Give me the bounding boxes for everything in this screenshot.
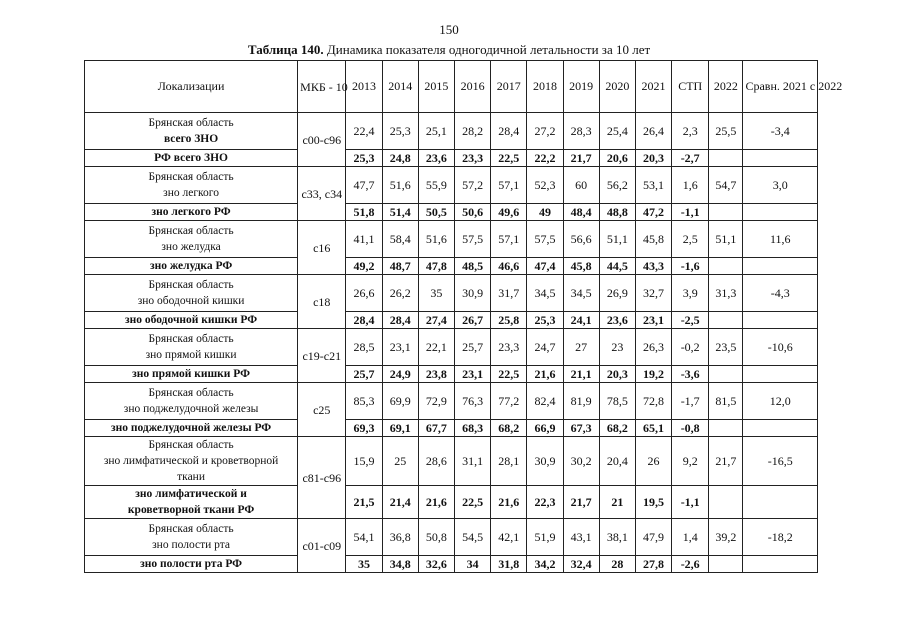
rf-row bbox=[85, 204, 818, 221]
empty-cell bbox=[709, 312, 743, 329]
rf-value: 65,1 bbox=[635, 420, 671, 437]
header-stp: СТП bbox=[672, 61, 709, 113]
header-localization: Локализации bbox=[85, 61, 298, 113]
rf-value: 44,5 bbox=[599, 258, 635, 275]
rf-value: 28,4 bbox=[382, 312, 418, 329]
empty-cell bbox=[743, 366, 818, 383]
region-value: 23,3 bbox=[491, 329, 527, 366]
region-value: 72,8 bbox=[635, 383, 671, 420]
rf-value: 68,3 bbox=[454, 420, 490, 437]
rf-value: 21,6 bbox=[491, 486, 527, 519]
region-name bbox=[85, 329, 298, 366]
rf-stp-value: -2,6 bbox=[672, 556, 709, 573]
rf-value: 51,8 bbox=[346, 204, 382, 221]
region-value: 51,6 bbox=[418, 221, 454, 258]
rf-name-line1: зно полости рта РФ bbox=[140, 558, 243, 570]
region-value: 41,1 bbox=[346, 221, 382, 258]
region-name-line2: зно полости рта bbox=[152, 539, 231, 551]
rf-row bbox=[85, 556, 818, 573]
rf-value: 20,6 bbox=[599, 150, 635, 167]
empty-cell bbox=[709, 486, 743, 519]
region-value: 31,3 bbox=[709, 275, 743, 312]
region-value: 26,2 bbox=[382, 275, 418, 312]
comparison-value: -3,4 bbox=[743, 113, 818, 150]
region-row bbox=[85, 437, 818, 486]
header-year: 2022 bbox=[709, 61, 743, 113]
rf-value: 34 bbox=[454, 556, 490, 573]
region-row bbox=[85, 113, 818, 150]
region-value: 47,7 bbox=[346, 167, 382, 204]
icd-code: с00-с96 bbox=[298, 113, 346, 167]
region-value: 28,3 bbox=[563, 113, 599, 150]
empty-cell bbox=[743, 204, 818, 221]
empty-cell bbox=[743, 312, 818, 329]
rf-name-line1: РФ всего ЗНО bbox=[154, 152, 228, 164]
region-name bbox=[85, 519, 298, 556]
rf-value: 23,1 bbox=[454, 366, 490, 383]
region-stp-value: 3,9 bbox=[672, 275, 709, 312]
rf-value: 26,7 bbox=[454, 312, 490, 329]
rf-value: 21,1 bbox=[563, 366, 599, 383]
header-year: 2016 bbox=[454, 61, 490, 113]
caption-label: Таблица 140. bbox=[247, 42, 324, 57]
region-name bbox=[85, 113, 298, 150]
region-value: 28,1 bbox=[491, 437, 527, 486]
rf-value: 24,9 bbox=[382, 366, 418, 383]
empty-cell bbox=[709, 258, 743, 275]
region-value: 77,2 bbox=[491, 383, 527, 420]
rf-stp-value: -3,6 bbox=[672, 366, 709, 383]
region-value: 35 bbox=[418, 275, 454, 312]
icd-code: с19-с21 bbox=[298, 329, 346, 383]
region-value: 25,5 bbox=[709, 113, 743, 150]
empty-cell bbox=[709, 150, 743, 167]
rf-value: 21,5 bbox=[346, 486, 382, 519]
region-value: 27 bbox=[563, 329, 599, 366]
rf-row bbox=[85, 486, 818, 519]
region-value: 27,2 bbox=[527, 113, 563, 150]
header-year: 2015 bbox=[418, 61, 454, 113]
rf-value: 32,4 bbox=[563, 556, 599, 573]
icd-code: с81-с96 bbox=[298, 437, 346, 519]
rf-name bbox=[85, 366, 298, 383]
rf-value: 47,8 bbox=[418, 258, 454, 275]
rf-value: 50,6 bbox=[454, 204, 490, 221]
region-value: 57,5 bbox=[527, 221, 563, 258]
region-stp-value: 1,6 bbox=[672, 167, 709, 204]
rf-value: 27,4 bbox=[418, 312, 454, 329]
rf-value: 25,3 bbox=[346, 150, 382, 167]
rf-value: 46,6 bbox=[491, 258, 527, 275]
region-value: 24,7 bbox=[527, 329, 563, 366]
rf-name bbox=[85, 420, 298, 437]
region-name-line2: зно ободочной кишки bbox=[137, 295, 245, 307]
region-value: 30,9 bbox=[527, 437, 563, 486]
region-value: 23,5 bbox=[709, 329, 743, 366]
comparison-value: 3,0 bbox=[743, 167, 818, 204]
lethality-table bbox=[84, 60, 843, 573]
empty-cell bbox=[709, 556, 743, 573]
region-value: 26,3 bbox=[635, 329, 671, 366]
icd-code: с18 bbox=[298, 275, 346, 329]
rf-value: 24,8 bbox=[382, 150, 418, 167]
header-year: 2020 bbox=[599, 61, 635, 113]
region-value: 15,9 bbox=[346, 437, 382, 486]
region-value: 42,1 bbox=[491, 519, 527, 556]
region-row bbox=[85, 519, 818, 556]
rf-name bbox=[85, 258, 298, 275]
rf-name bbox=[85, 486, 298, 519]
rf-value: 23,6 bbox=[418, 150, 454, 167]
region-value: 51,1 bbox=[599, 221, 635, 258]
rf-value: 24,1 bbox=[563, 312, 599, 329]
comparison-value: -16,5 bbox=[743, 437, 818, 486]
rf-value: 47,2 bbox=[635, 204, 671, 221]
rf-value: 19,2 bbox=[635, 366, 671, 383]
region-stp-value: -1,7 bbox=[672, 383, 709, 420]
region-name-line3: ткани bbox=[177, 471, 205, 483]
rf-value: 22,2 bbox=[527, 150, 563, 167]
region-name bbox=[85, 275, 298, 312]
region-row bbox=[85, 329, 818, 366]
header-year: 2013 bbox=[346, 61, 382, 113]
region-value: 45,8 bbox=[635, 221, 671, 258]
region-row bbox=[85, 383, 818, 420]
region-value: 25 bbox=[382, 437, 418, 486]
region-name bbox=[85, 167, 298, 204]
region-value: 22,1 bbox=[418, 329, 454, 366]
region-name-line1: Брянская область bbox=[148, 523, 234, 535]
region-name-line2: зно прямой кишки bbox=[145, 349, 237, 361]
rf-row bbox=[85, 420, 818, 437]
comparison-value: 11,6 bbox=[743, 221, 818, 258]
region-value: 54,1 bbox=[346, 519, 382, 556]
region-value: 26,4 bbox=[635, 113, 671, 150]
rf-value: 32,6 bbox=[418, 556, 454, 573]
region-value: 81,5 bbox=[709, 383, 743, 420]
rf-value: 21,7 bbox=[563, 150, 599, 167]
region-name-line1: Брянская область bbox=[148, 333, 234, 345]
region-value: 36,8 bbox=[382, 519, 418, 556]
rf-value: 47,4 bbox=[527, 258, 563, 275]
rf-value: 20,3 bbox=[599, 366, 635, 383]
region-value: 51,1 bbox=[709, 221, 743, 258]
comparison-value: 12,0 bbox=[743, 383, 818, 420]
region-value: 51,9 bbox=[527, 519, 563, 556]
region-value: 26,6 bbox=[346, 275, 382, 312]
rf-value: 21,6 bbox=[418, 486, 454, 519]
region-value: 52,3 bbox=[527, 167, 563, 204]
rf-name-line1: зно ободочной кишки РФ bbox=[125, 314, 258, 326]
rf-value: 50,5 bbox=[418, 204, 454, 221]
rf-name bbox=[85, 556, 298, 573]
empty-cell bbox=[709, 366, 743, 383]
empty-cell bbox=[743, 486, 818, 519]
rf-value: 23,3 bbox=[454, 150, 490, 167]
rf-value: 28,4 bbox=[346, 312, 382, 329]
header-year: 2019 bbox=[563, 61, 599, 113]
region-value: 60 bbox=[563, 167, 599, 204]
rf-value: 67,3 bbox=[563, 420, 599, 437]
rf-stp-value: -2,7 bbox=[672, 150, 709, 167]
comparison-value: -4,3 bbox=[743, 275, 818, 312]
region-name-line1: Брянская область bbox=[148, 117, 234, 129]
region-name-line2: зно лимфатической и кроветворной bbox=[103, 455, 279, 467]
region-value: 25,4 bbox=[599, 113, 635, 150]
rf-value: 49,2 bbox=[346, 258, 382, 275]
region-name-line1: Брянская область bbox=[148, 225, 234, 237]
table-caption bbox=[0, 42, 898, 58]
rf-value: 31,8 bbox=[491, 556, 527, 573]
header-comparison: Сравн. 2021 с 2022 bbox=[743, 61, 818, 113]
icd-code: с01-с09 bbox=[298, 519, 346, 573]
region-value: 58,4 bbox=[382, 221, 418, 258]
region-stp-value: -0,2 bbox=[672, 329, 709, 366]
region-value: 54,7 bbox=[709, 167, 743, 204]
region-value: 69,9 bbox=[382, 383, 418, 420]
rf-name-line1: зно лимфатической и bbox=[135, 488, 247, 500]
region-value: 82,4 bbox=[527, 383, 563, 420]
icd-code: с25 bbox=[298, 383, 346, 437]
icd-code: с16 bbox=[298, 221, 346, 275]
region-value: 51,6 bbox=[382, 167, 418, 204]
rf-name bbox=[85, 150, 298, 167]
rf-value: 34,2 bbox=[527, 556, 563, 573]
region-value: 56,6 bbox=[563, 221, 599, 258]
rf-row bbox=[85, 150, 818, 167]
region-value: 78,5 bbox=[599, 383, 635, 420]
region-row bbox=[85, 167, 818, 204]
region-value: 47,9 bbox=[635, 519, 671, 556]
comparison-value: -10,6 bbox=[743, 329, 818, 366]
rf-name-line2: кроветворной ткани РФ bbox=[127, 504, 255, 516]
rf-value: 45,8 bbox=[563, 258, 599, 275]
rf-value: 22,3 bbox=[527, 486, 563, 519]
rf-value: 68,2 bbox=[491, 420, 527, 437]
region-value: 81,9 bbox=[563, 383, 599, 420]
rf-value: 23,6 bbox=[599, 312, 635, 329]
region-value: 25,3 bbox=[382, 113, 418, 150]
region-value: 21,7 bbox=[709, 437, 743, 486]
rf-value: 49,6 bbox=[491, 204, 527, 221]
region-name-line1: Брянская область bbox=[148, 171, 234, 183]
rf-value: 66,9 bbox=[527, 420, 563, 437]
empty-cell bbox=[709, 204, 743, 221]
region-name bbox=[85, 383, 298, 420]
region-row bbox=[85, 275, 818, 312]
region-stp-value: 2,3 bbox=[672, 113, 709, 150]
region-value: 55,9 bbox=[418, 167, 454, 204]
rf-value: 21,7 bbox=[563, 486, 599, 519]
rf-name-line1: зно поджелудочной железы РФ bbox=[110, 422, 272, 434]
region-value: 23,1 bbox=[382, 329, 418, 366]
rf-name bbox=[85, 312, 298, 329]
region-value: 57,1 bbox=[491, 221, 527, 258]
region-value: 54,5 bbox=[454, 519, 490, 556]
rf-row bbox=[85, 366, 818, 383]
region-name-line1: Брянская область bbox=[148, 387, 234, 399]
rf-name-line1: зно желудка РФ bbox=[149, 260, 233, 272]
rf-row bbox=[85, 312, 818, 329]
region-name-line2: зно поджелудочной железы bbox=[123, 403, 259, 415]
empty-cell bbox=[743, 150, 818, 167]
rf-value: 20,3 bbox=[635, 150, 671, 167]
page-number: 150 bbox=[439, 22, 459, 37]
rf-value: 34,8 bbox=[382, 556, 418, 573]
rf-value: 25,8 bbox=[491, 312, 527, 329]
rf-value: 48,5 bbox=[454, 258, 490, 275]
region-stp-value: 9,2 bbox=[672, 437, 709, 486]
region-name-line2: зно легкого bbox=[163, 187, 219, 199]
rf-stp-value: -0,8 bbox=[672, 420, 709, 437]
rf-value: 67,7 bbox=[418, 420, 454, 437]
region-value: 72,9 bbox=[418, 383, 454, 420]
region-value: 30,2 bbox=[563, 437, 599, 486]
header-row bbox=[85, 61, 818, 113]
region-value: 38,1 bbox=[599, 519, 635, 556]
rf-value: 69,1 bbox=[382, 420, 418, 437]
empty-cell bbox=[743, 556, 818, 573]
header-year: 2018 bbox=[527, 61, 563, 113]
region-value: 26 bbox=[635, 437, 671, 486]
region-value: 43,1 bbox=[563, 519, 599, 556]
rf-value: 21,4 bbox=[382, 486, 418, 519]
region-value: 85,3 bbox=[346, 383, 382, 420]
header-icd: МКБ - 10 bbox=[298, 61, 346, 113]
rf-value: 51,4 bbox=[382, 204, 418, 221]
region-name bbox=[85, 437, 298, 486]
rf-value: 43,3 bbox=[635, 258, 671, 275]
region-value: 28,4 bbox=[491, 113, 527, 150]
rf-value: 35 bbox=[346, 556, 382, 573]
region-value: 25,1 bbox=[418, 113, 454, 150]
empty-cell bbox=[743, 420, 818, 437]
rf-name-line1: зно прямой кишки РФ bbox=[132, 368, 250, 380]
region-value: 57,1 bbox=[491, 167, 527, 204]
region-value: 56,2 bbox=[599, 167, 635, 204]
rf-stp-value: -1,6 bbox=[672, 258, 709, 275]
region-row bbox=[85, 221, 818, 258]
rf-value: 25,7 bbox=[346, 366, 382, 383]
region-value: 76,3 bbox=[454, 383, 490, 420]
rf-value: 27,8 bbox=[635, 556, 671, 573]
region-value: 25,7 bbox=[454, 329, 490, 366]
rf-value: 22,5 bbox=[454, 486, 490, 519]
rf-value: 21 bbox=[599, 486, 635, 519]
region-value: 30,9 bbox=[454, 275, 490, 312]
rf-row bbox=[85, 258, 818, 275]
rf-value: 48,8 bbox=[599, 204, 635, 221]
header-year: 2021 bbox=[635, 61, 671, 113]
rf-value: 25,3 bbox=[527, 312, 563, 329]
rf-value: 28 bbox=[599, 556, 635, 573]
rf-value: 48,4 bbox=[563, 204, 599, 221]
rf-value: 68,2 bbox=[599, 420, 635, 437]
region-stp-value: 1,4 bbox=[672, 519, 709, 556]
region-stp-value: 2,5 bbox=[672, 221, 709, 258]
region-value: 50,8 bbox=[418, 519, 454, 556]
rf-stp-value: -1,1 bbox=[672, 486, 709, 519]
region-value: 22,4 bbox=[346, 113, 382, 150]
rf-stp-value: -1,1 bbox=[672, 204, 709, 221]
region-name-line1: Брянская область bbox=[148, 439, 234, 451]
rf-stp-value: -2,5 bbox=[672, 312, 709, 329]
rf-value: 22,5 bbox=[491, 366, 527, 383]
region-value: 39,2 bbox=[709, 519, 743, 556]
region-value: 28,5 bbox=[346, 329, 382, 366]
region-value: 34,5 bbox=[563, 275, 599, 312]
region-value: 28,6 bbox=[418, 437, 454, 486]
comparison-value: -18,2 bbox=[743, 519, 818, 556]
table-body bbox=[85, 113, 818, 573]
region-value: 31,1 bbox=[454, 437, 490, 486]
region-value: 53,1 bbox=[635, 167, 671, 204]
region-name bbox=[85, 221, 298, 258]
rf-name bbox=[85, 204, 298, 221]
region-value: 31,7 bbox=[491, 275, 527, 312]
rf-value: 48,7 bbox=[382, 258, 418, 275]
region-name-line1: Брянская область bbox=[148, 279, 234, 291]
rf-value: 22,5 bbox=[491, 150, 527, 167]
header-year: 2014 bbox=[382, 61, 418, 113]
rf-value: 23,1 bbox=[635, 312, 671, 329]
region-value: 20,4 bbox=[599, 437, 635, 486]
region-value: 23 bbox=[599, 329, 635, 366]
region-value: 26,9 bbox=[599, 275, 635, 312]
icd-code: с33, с34 bbox=[298, 167, 346, 221]
caption-text: Динамика показателя одногодичной летальности за 10 лет bbox=[323, 42, 651, 57]
region-value: 57,2 bbox=[454, 167, 490, 204]
empty-cell bbox=[743, 258, 818, 275]
rf-value: 69,3 bbox=[346, 420, 382, 437]
region-name-line2: зно желудка bbox=[161, 241, 221, 253]
rf-value: 49 bbox=[527, 204, 563, 221]
region-value: 32,7 bbox=[635, 275, 671, 312]
rf-value: 19,5 bbox=[635, 486, 671, 519]
region-value: 57,5 bbox=[454, 221, 490, 258]
empty-cell bbox=[709, 420, 743, 437]
region-name-line2: всего ЗНО bbox=[163, 133, 219, 145]
region-value: 34,5 bbox=[527, 275, 563, 312]
rf-value: 21,6 bbox=[527, 366, 563, 383]
region-value: 28,2 bbox=[454, 113, 490, 150]
rf-value: 23,8 bbox=[418, 366, 454, 383]
header-year: 2017 bbox=[491, 61, 527, 113]
rf-name-line1: зно легкого РФ bbox=[151, 206, 231, 218]
